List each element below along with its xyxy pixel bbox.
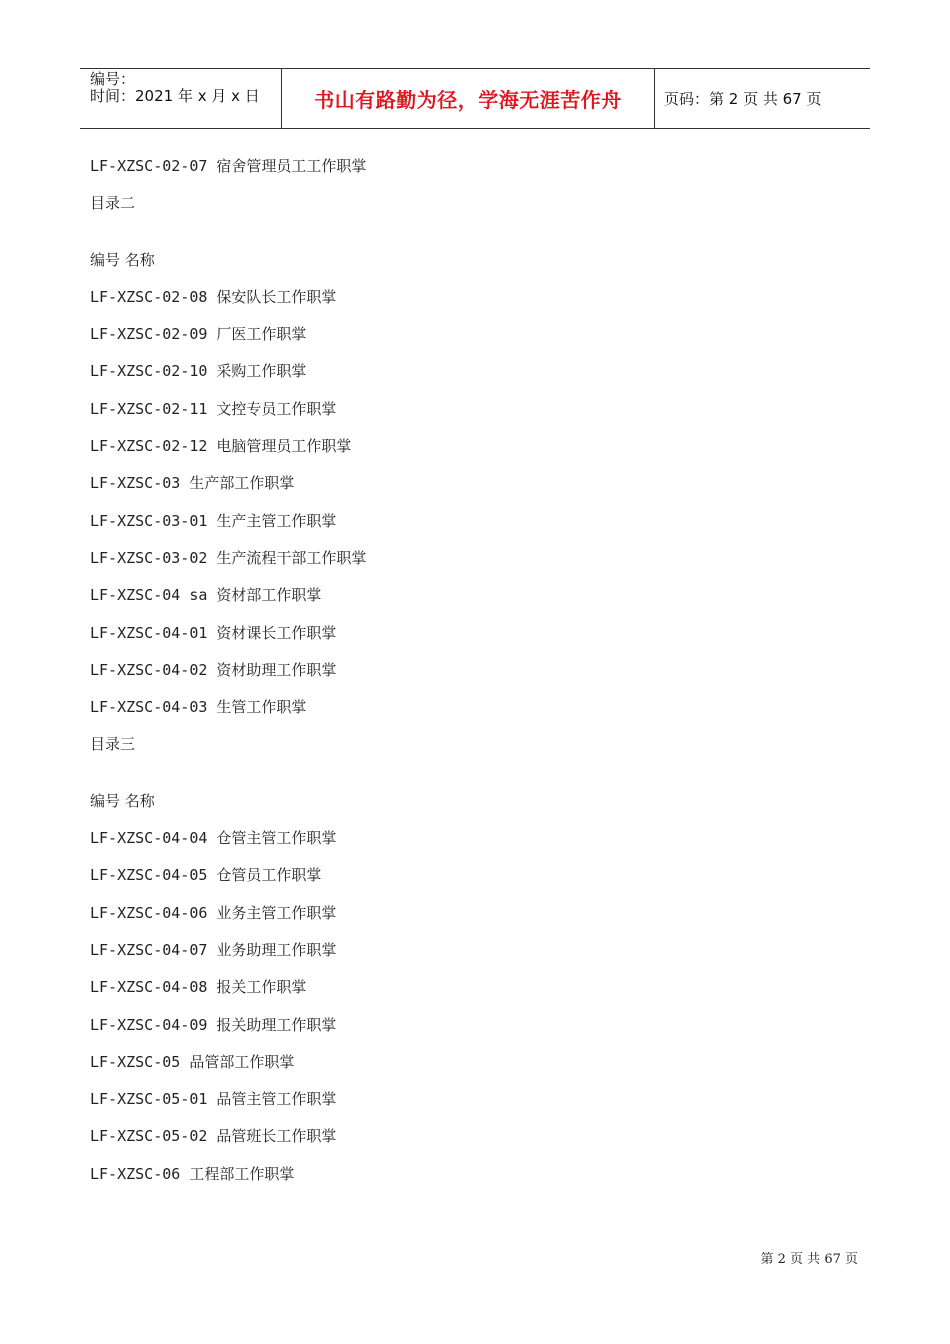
header-divider-right [654, 69, 655, 128]
toc-entry: LF-XZSC-04-04 仓管主管工作职掌 [90, 829, 337, 848]
page-header [80, 68, 870, 129]
header-motto: 书山有路勤为径，学海无涯苦作舟 [314, 88, 622, 112]
toc-entry: LF-XZSC-03-01 生产主管工作职掌 [90, 511, 337, 530]
toc-entry: LF-XZSC-04-09 报关助理工作职掌 [90, 1015, 337, 1034]
toc-entry: LF-XZSC-04-08 报关工作职掌 [90, 978, 307, 997]
toc-entry: LF-XZSC-02-11 文控专员工作职掌 [90, 399, 337, 418]
page-footer: 第 2 页 共 67 页 [760, 1252, 858, 1267]
toc-entry: LF-XZSC-05-01 品管主管工作职掌 [90, 1090, 337, 1109]
toc-entry: LF-XZSC-04-07 业务助理工作职掌 [90, 940, 337, 959]
toc-entry: LF-XZSC-04-06 业务主管工作职掌 [90, 903, 337, 922]
toc-entry: LF-XZSC-02-08 保安队长工作职掌 [90, 287, 337, 306]
document-body [90, 150, 850, 1195]
toc-entry: LF-XZSC-02-10 采购工作职掌 [90, 362, 307, 381]
toc-entry: LF-XZSC-03-02 生产流程干部工作职掌 [90, 548, 367, 567]
toc-entry: LF-XZSC-06 工程部工作职掌 [90, 1164, 295, 1183]
header-meta [90, 71, 260, 105]
toc-entry: LF-XZSC-04-02 资材助理工作职掌 [90, 660, 337, 679]
column-headers: 编号 名称 [90, 791, 155, 810]
code-label: 编号： [90, 70, 136, 88]
toc-entry: LF-XZSC-02-07 宿舍管理员工工作职掌 [90, 157, 367, 175]
toc-entry: LF-XZSC-05-02 品管班长工作职掌 [90, 1127, 337, 1146]
toc-entry: LF-XZSC-02-12 电脑管理员工作职掌 [90, 437, 352, 456]
section-heading: 目录二 [90, 194, 136, 213]
toc-entry: LF-XZSC-03 生产部工作职掌 [90, 474, 295, 493]
toc-entry: LF-XZSC-05 品管部工作职掌 [90, 1052, 295, 1071]
section-heading: 目录三 [90, 735, 136, 754]
toc-entry: LF-XZSC-04 sa 资材部工作职掌 [90, 586, 322, 605]
toc-entry: LF-XZSC-04-01 资材课长工作职掌 [90, 623, 337, 642]
toc-entry: LF-XZSC-04-03 生管工作职掌 [90, 698, 307, 717]
header-page-info: 页码：第 2 页 共 67 页 [664, 90, 822, 108]
column-headers: 编号 名称 [90, 250, 155, 269]
toc-entry: LF-XZSC-04-05 仓管员工作职掌 [90, 866, 322, 885]
toc-entry: LF-XZSC-02-09 厂医工作职掌 [90, 325, 307, 344]
time-label: 时间：2021 年 x 月 x 日 [90, 87, 260, 105]
